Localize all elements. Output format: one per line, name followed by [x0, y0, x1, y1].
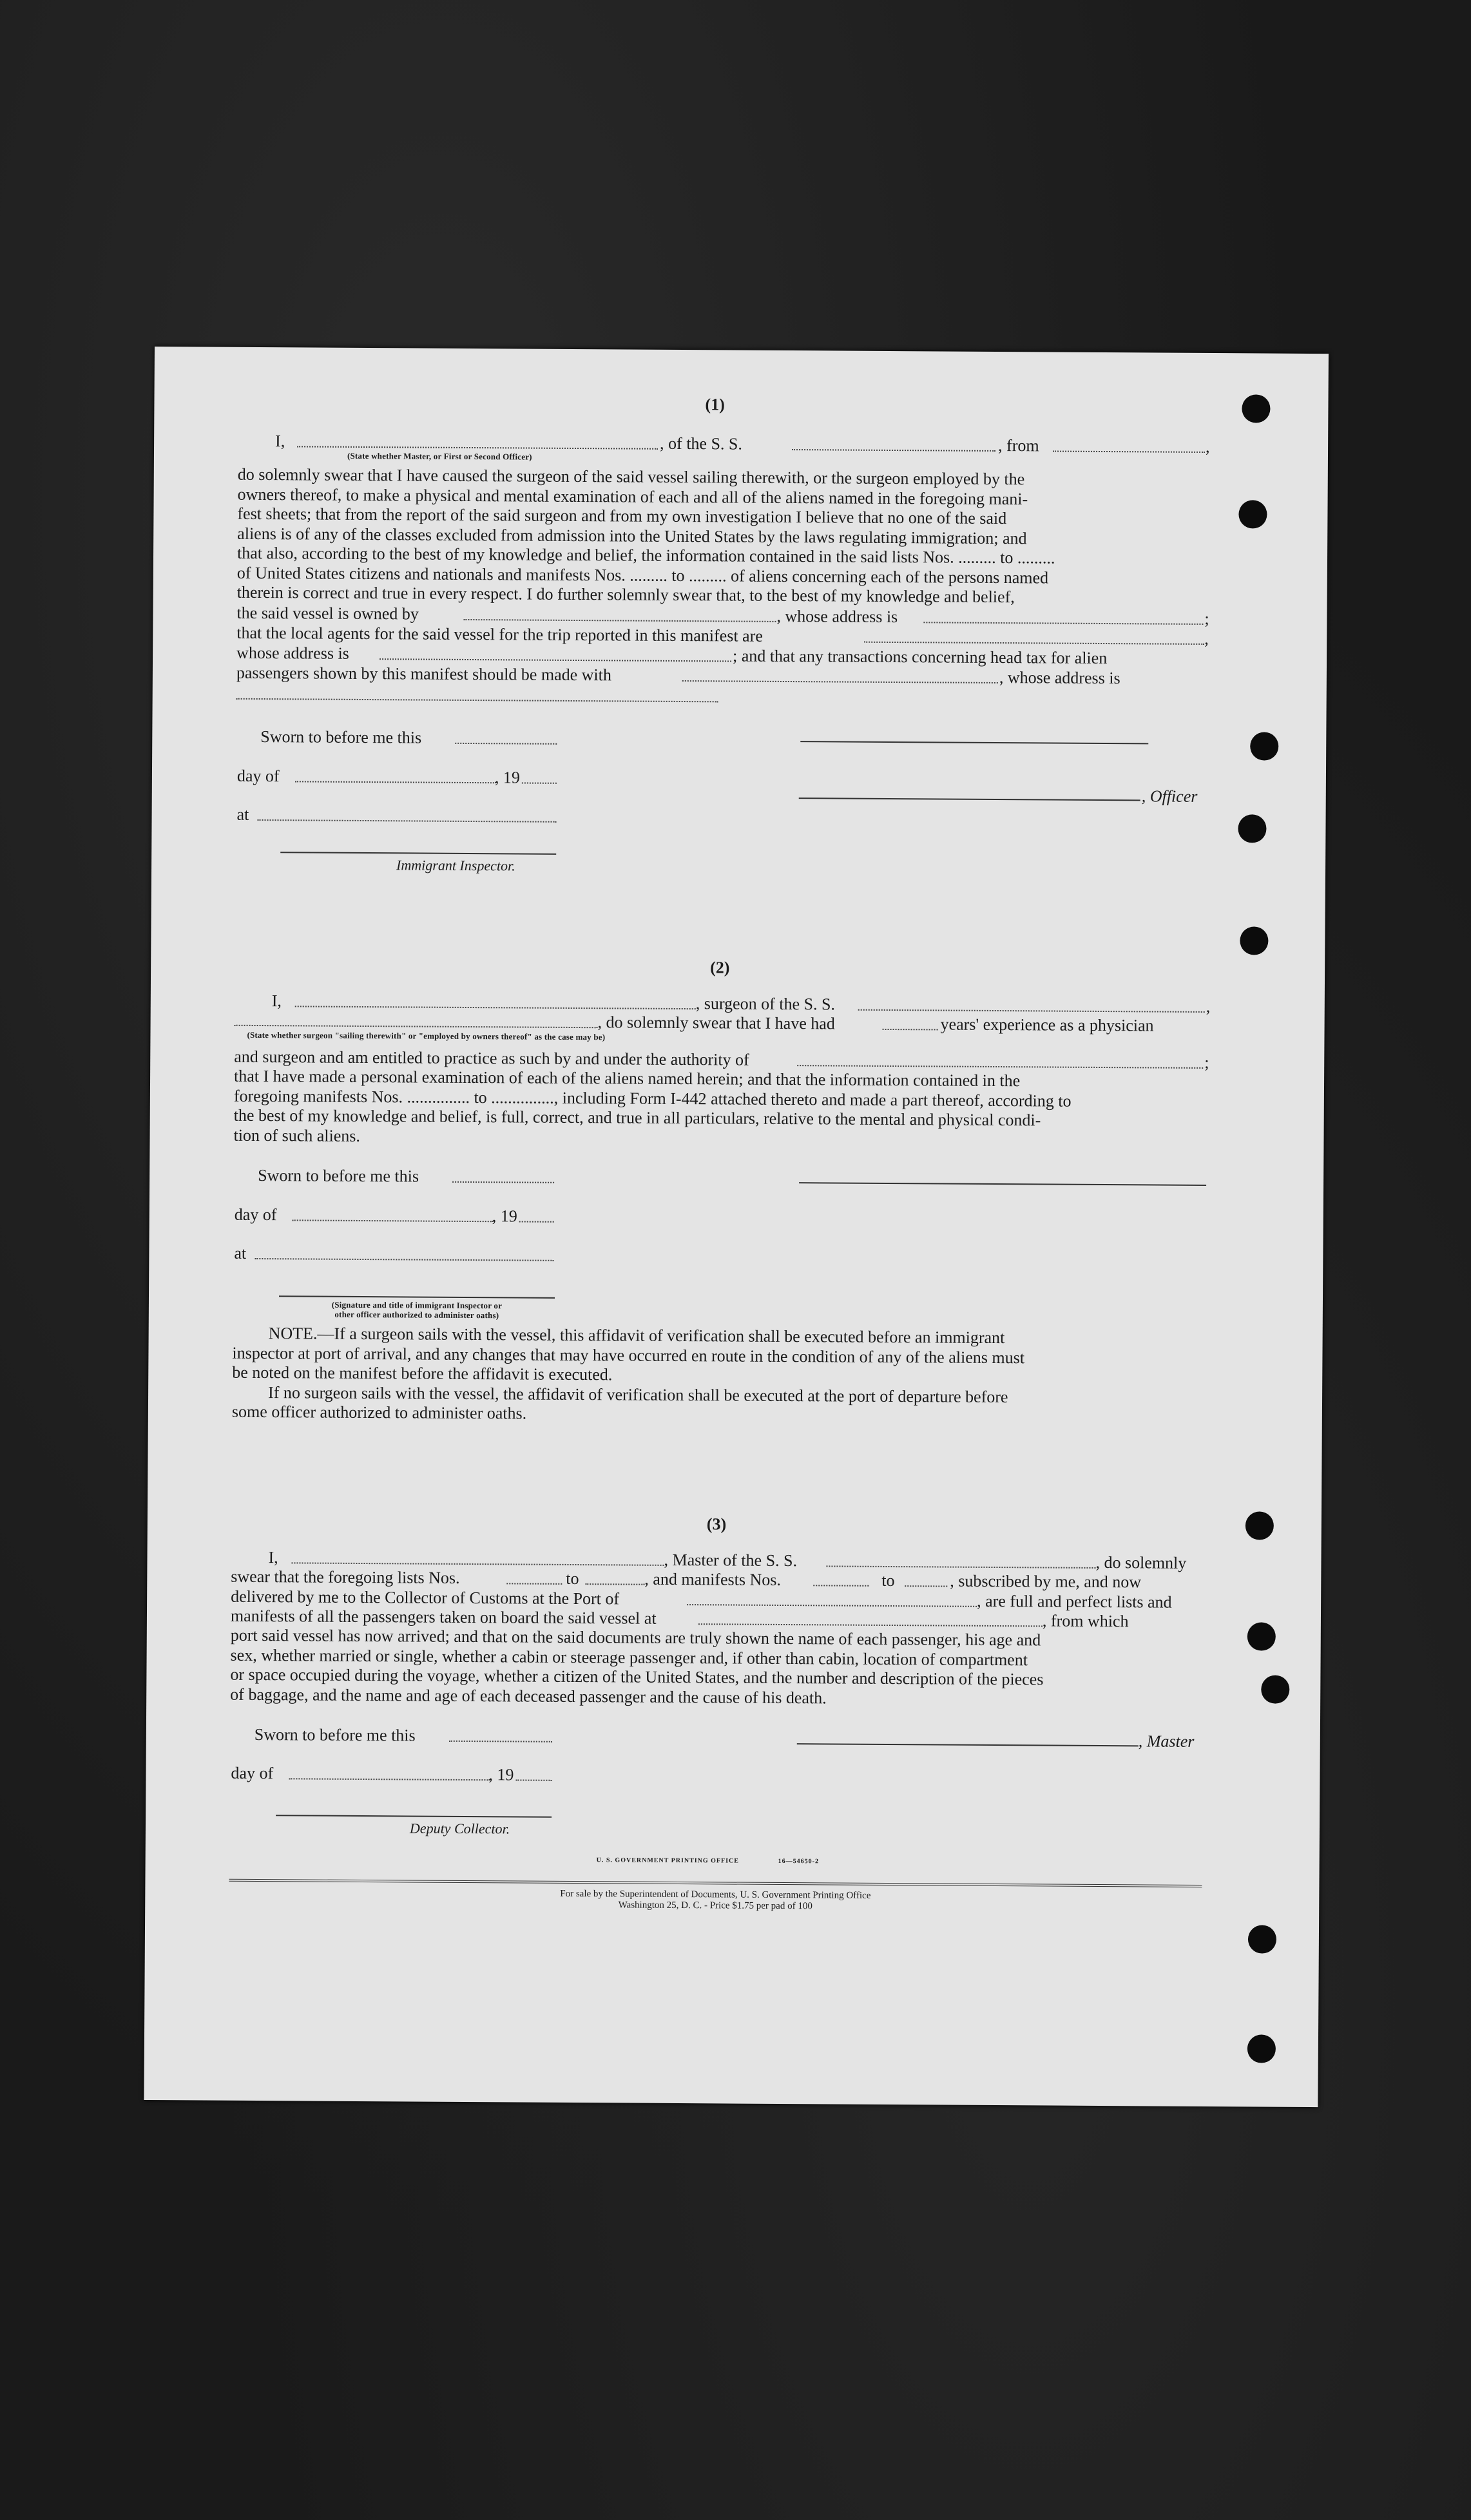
signature-note: other officer authorized to administer oaths) [334, 1309, 499, 1321]
surgeon-name-field[interactable] [295, 1006, 696, 1009]
full-perfect-label: , are full and perfect lists and [977, 1591, 1172, 1612]
whose-address-end-label: , whose address is [999, 668, 1120, 688]
and-manifests-label: , and manifests Nos. [644, 1569, 782, 1589]
from-port-field[interactable] [1053, 451, 1205, 453]
day-of-label: day of [234, 1205, 277, 1225]
sale-line: For sale by the Superintendent of Documents, U. S. Government Printing Office [560, 1888, 871, 1901]
years-label: years' experience as a physician [940, 1015, 1154, 1035]
vessel-name-field[interactable] [792, 449, 995, 452]
body-line: foregoing manifests Nos. ............... to ..............., including Form I-442 attached thereto and made a part thereof, according to [233, 1086, 1072, 1111]
owner-field[interactable] [463, 619, 776, 622]
body-line: of baggage, and the name and age of each deceased passenger and the cause of his death. [230, 1685, 827, 1707]
master-of-label: , Master of the S. S. [664, 1550, 798, 1570]
swear-lists-label: swear that the foregoing lists Nos. [231, 1567, 460, 1587]
officer-rank-note: (State whether Master, or First or Second Officer) [347, 450, 532, 462]
section-1-i: I, [275, 432, 285, 451]
officer-label: , Officer [1141, 787, 1198, 806]
head-tax-label: ; and that any transactions concerning head tax for alien [732, 646, 1108, 668]
authority-label: and surgeon and am entitled to practice as such by and under the authority of [234, 1047, 749, 1069]
local-agents-field[interactable] [864, 642, 1204, 645]
at-label: at [236, 805, 249, 824]
sworn-label: Sworn to before me this [260, 727, 422, 747]
year-field[interactable] [519, 1221, 554, 1222]
body-line: tion of such aliens. [233, 1125, 361, 1145]
body-line: the best of my knowledge and belief, is full, correct, and true in all particulars, relative to the mental and physical condi- [233, 1105, 1041, 1130]
year-label: , 19 [488, 1765, 514, 1784]
inspector-signature-line[interactable] [279, 1295, 555, 1299]
authority-field[interactable] [797, 1065, 1203, 1069]
owned-by-label: the said vessel is owned by [236, 603, 419, 624]
to-label: to [566, 1569, 579, 1589]
port-field[interactable] [687, 1604, 977, 1607]
owner-address-field[interactable] [923, 622, 1203, 625]
year-field[interactable] [515, 1779, 552, 1780]
section-2-body [233, 1067, 1204, 1151]
section-1-number: (1) [705, 395, 725, 414]
sworn-date-field[interactable] [449, 1741, 552, 1742]
officer-signature-line[interactable] [800, 741, 1148, 744]
at-label: at [234, 1243, 247, 1263]
agent-address-field[interactable] [380, 658, 731, 662]
section-3-number: (3) [706, 1514, 727, 1534]
note-block [232, 1324, 1203, 1428]
binder-hole [1240, 926, 1268, 955]
to-label: to [881, 1570, 895, 1590]
binder-hole [1247, 1622, 1276, 1650]
body-line: that also, according to the best of my knowledge and belief, the information contained in the said lists Nos. ......... to ......... [236, 543, 1055, 568]
surgeon-of-label: , surgeon of the S. S. [695, 994, 836, 1014]
subscribed-label: , subscribed by me, and now [950, 1571, 1142, 1592]
gpo-imprint: U. S. GOVERNMENT PRINTING OFFICE [596, 1857, 739, 1865]
master-label: , Master [1138, 1732, 1195, 1751]
note-line: NOTE.—If a surgeon sails with the vessel, this affidavit of verification shall be executed before an immigrant [268, 1324, 1005, 1348]
place-field[interactable] [255, 1258, 553, 1261]
binder-hole [1248, 1925, 1276, 1953]
transactions-field[interactable] [682, 680, 998, 683]
lists-from-field[interactable] [506, 1583, 562, 1585]
delivered-label: delivered by me to the Collector of Customs at the Port of [231, 1587, 620, 1608]
agent-address-label: whose address is [236, 643, 349, 663]
master-vessel-field[interactable] [826, 1565, 1095, 1569]
surgeon-signature-line[interactable] [799, 1182, 1206, 1186]
owner-address-label: , whose address is [776, 606, 898, 627]
body-line: owners thereof, to make a physical and mental examination of each and all of the aliens named in the foregoing mani- [237, 484, 1028, 508]
binder-hole [1250, 732, 1278, 760]
section-1-body [237, 465, 1208, 609]
solemnly-swear-label: , do solemnly swear that I have had [597, 1013, 835, 1033]
sworn-date-field[interactable] [452, 1181, 554, 1183]
body-line: that I have made a personal examination of each of the aliens named herein; and that the information contained in the [233, 1066, 1021, 1091]
binder-hole [1261, 1675, 1289, 1704]
place-field[interactable] [258, 819, 557, 823]
body-line: aliens is of any of the classes excluded from admission into the United States by the laws regulating immigration; and [237, 524, 1027, 548]
body-line: do solemnly swear that I have caused the surgeon of the said vessel sailing therewith, or the surgeon employed by the [237, 464, 1025, 489]
embark-port-field[interactable] [698, 1623, 1043, 1627]
inspector-label: Immigrant Inspector. [396, 857, 515, 874]
note-line: some officer authorized to administer oaths. [231, 1402, 527, 1423]
body-line: port said vessel has now arrived; and that on the said documents are truly shown the name of each passenger, his age and [230, 1625, 1041, 1650]
section-3-i: I, [268, 1548, 278, 1567]
body-line: therein is correct and true in every respect. I do further solemnly swear that, to the best of my knowledge and belief, [236, 582, 1015, 607]
officer-signature-line-2[interactable] [799, 797, 1140, 801]
day-of-label: day of [236, 766, 280, 786]
year-label: , 19 [494, 768, 521, 787]
of-ss-label: , of the S. S. [660, 434, 743, 453]
surgeon-status-note: (State whether surgeon "sailing therewith" or "employed by owners thereof" as the case may be) [247, 1029, 606, 1042]
manifests-from-field[interactable] [813, 1585, 869, 1587]
master-signature-line[interactable] [797, 1743, 1139, 1746]
section-3-body [230, 1626, 1204, 1710]
officer-name-field[interactable] [297, 446, 658, 449]
deputy-signature-line[interactable] [276, 1815, 552, 1818]
master-name-field[interactable] [291, 1562, 664, 1566]
sworn-label: Sworn to before me this [254, 1724, 416, 1745]
local-agents-label: that the local agents for the said vessel for the trip reported in this manifest are [236, 623, 763, 645]
binder-hole [1238, 814, 1266, 843]
section-2-i: I, [271, 991, 282, 1011]
transactions-label: passengers shown by this manifest should be made with [236, 663, 612, 685]
surgeon-vessel-field[interactable] [858, 1009, 1205, 1013]
from-which-label: , from which [1042, 1611, 1129, 1631]
from-label: , from [997, 435, 1039, 455]
note-line: be noted on the manifest before the affidavit is executed. [232, 1362, 613, 1384]
body-line: fest sheets; that from the report of the said surgeon and from my own investigation I believe that no one of the said [237, 504, 1007, 528]
section-2-number: (2) [710, 958, 730, 977]
body-line: of United States citizens and nationals and manifests Nos. ......... to ......... of aliens concerning each of the persons named [236, 563, 1049, 587]
month-field[interactable] [295, 781, 496, 783]
binder-hole [1247, 2034, 1276, 2063]
year-label: , 19 [492, 1207, 517, 1226]
day-of-label: day of [231, 1763, 274, 1783]
binder-hole [1245, 1511, 1274, 1540]
years-experience-field[interactable] [883, 1029, 938, 1031]
month-field[interactable] [293, 1219, 494, 1222]
manifest-affidavit-page: (1) I, , of the S. S. , from , (State whether Master, or First or Second Officer) do solemnly swear that I have caused the surgeon of the said vessel sailing therewith, or the surgeon employed by the owners thereof, to make a physical and mental examination of each and all of the aliens named in the foregoing mani- fest sheets; that from the report of the said surgeon and from my own investigation I believe that no one of the said aliens is of any of the classes excluded from admission into the United States by the laws regulating immigration; and that also, according to the best of my knowledge and belief, the information contained in the said lists Nos. ......... to ......... of United States citizens and nationals and manifests Nos. ......... to ......... of aliens concerning each of the persons named therein is correct and true in every respect. I do further solemnly swear that, to the best of my knowledge and belief, the said vessel is owned by , whose address is ; that the local agents for the said vessel for the trip reported in this manifest are , whose address is ; and that any transactions concerning head tax for alien passengers shown by this manifest should be made with , whose address is Sworn to before me this day of , 19 , Officer at Immigrant Inspector. (2) I, , surgeon of the S. S. , , do solemnly swear that I have had years' experience as a physician (State whether surgeon "sailing therewith" or "employed by owners thereof" as the case may be) and surgeon and am entitled to practice as such by and under the authority of ; that I have made a personal examination of each of the aliens named herein; and that the information contained in the foregoing manifests Nos. ............... to ..............., including Form I-442 attached thereto and made a part thereof, according to the best of my knowledge and belief, is full, correct, and true in all particulars, relative to the mental and physical condi- tion of such aliens. Sworn to before me this day of , 19 at (Signature and title of immigrant Inspector or other officer authorized to administer oaths) NOTE.—If a surgeon sails with the vessel, this affidavit of verification shall be executed before an immigrant inspector at port of arrival, and any changes that may have occurred en route in the condition of any of the aliens must be noted on the manifest before the affidavit is executed. If no surgeon sails with the vessel, the affidavit of verification shall be executed at the port of departure before some officer authorized to administer oaths. (3) I, , Master of the S. S. , do solemnly swear that the foregoing lists Nos. to , and manifests Nos. to , subscribed by me, and now delivered by me to the Collector of Customs at the Port of , are full and perfect lists and manifests of all the passengers taken on board the said vessel at , from which port said vessel has now arrived; and that on the said documents are truly shown the name of each passenger, his age and sex, whether married or single, whether a cabin or steerage passenger and, if other than cabin, location of compartment or space occupied during the voyage, whether a citizen of the United States, and the number and description of the pieces of baggage, and the name and age of each deceased passenger and the cause of his death. Sworn to before me this , Master day of , 19 Deputy Collector. U. S. GOVERNMENT PRINTING OFFICE 16—54650-2 For sale by the Superintendent of Documents, U. S. Government Printing Office Washington 25, D. C. - Price $1.75 per pad of 100 [144, 347, 1329, 2107]
binder-hole [1242, 394, 1270, 423]
body-line: sex, whether married or single, whether a cabin or steerage passenger and, if other than cabin, location of compartment [230, 1645, 1028, 1669]
manifests-to-field[interactable] [905, 1585, 947, 1587]
note-line: If no surgeon sails with the vessel, the affidavit of verification shall be executed at the port of departure before [267, 1382, 1008, 1406]
sale-notice [229, 1887, 1202, 1914]
sale-line: Washington 25, D. C. - Price $1.75 per pad of 100 [618, 1900, 812, 1912]
manifests-all-label: manifests of all the passengers taken on board the said vessel at [230, 1606, 657, 1628]
deputy-collector-label: Deputy Collector. [409, 1820, 510, 1837]
year-field[interactable] [522, 782, 557, 783]
lists-to-field[interactable] [585, 1583, 644, 1585]
month-field[interactable] [289, 1778, 490, 1780]
solemnly-label: , do solemnly [1095, 1552, 1187, 1572]
sworn-label: Sworn to before me this [258, 1166, 419, 1186]
transactions-address-field[interactable] [236, 698, 718, 703]
inspector-signature-line[interactable] [280, 852, 556, 855]
sworn-date-field[interactable] [455, 743, 557, 745]
form-number: 16—54650-2 [778, 1857, 820, 1866]
note-line: inspector at port of arrival, and any changes that may have occurred en route in the condition of any of the aliens must [232, 1343, 1025, 1367]
binder-hole [1238, 500, 1267, 528]
body-line: or space occupied during the voyage, whether a citizen of the United States, and the number and description of the pieces [230, 1665, 1044, 1689]
signature-note: (Signature and title of immigrant Inspector or [331, 1299, 503, 1311]
surgeon-status-field[interactable] [235, 1025, 598, 1028]
